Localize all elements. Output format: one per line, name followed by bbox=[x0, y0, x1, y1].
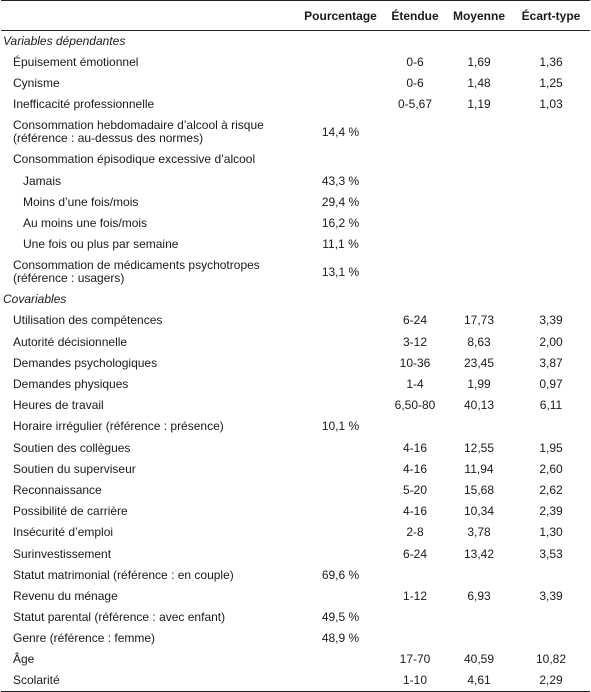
cell-etendue bbox=[384, 565, 446, 586]
cell-pourcentage: 49,5 % bbox=[321, 610, 360, 625]
table-header bbox=[1, 1, 590, 31]
row-label-text: Consommation hebdomadaire d’alcool à risque bbox=[13, 118, 264, 133]
row-label bbox=[1, 94, 297, 115]
table-row bbox=[1, 94, 590, 115]
cell-ecart-type: 6,11 bbox=[539, 398, 563, 413]
table-row bbox=[1, 332, 590, 353]
cell-pourcentage bbox=[297, 586, 384, 607]
table-row bbox=[1, 52, 590, 73]
cell-ecart-type: 2,29 bbox=[512, 671, 590, 692]
row-label bbox=[1, 565, 297, 586]
table-row bbox=[1, 374, 590, 395]
cell-ecart-type bbox=[512, 213, 590, 234]
cell-pourcentage bbox=[297, 149, 384, 170]
cell-etendue bbox=[384, 607, 446, 628]
row-label-text: Épuisement émotionnel bbox=[13, 54, 139, 69]
table-row bbox=[1, 459, 590, 480]
row-label-text: Demandes psychologiques bbox=[13, 355, 158, 370]
row-label bbox=[1, 52, 297, 73]
row-label-text: Horaire irrégulier (référence : présence) bbox=[13, 419, 224, 434]
row-label-text: Une fois ou plus par semaine bbox=[23, 237, 179, 252]
row-label bbox=[1, 671, 297, 692]
row-label bbox=[1, 115, 297, 149]
cell-moyenne: 1,48 bbox=[467, 75, 491, 90]
table-row bbox=[1, 192, 590, 213]
cell-pourcentage: 29,4 % bbox=[321, 194, 360, 209]
row-label bbox=[1, 649, 297, 670]
row-label-text: Moins d’une fois/mois bbox=[23, 194, 139, 209]
row-label-text: Genre (référence : femme) bbox=[13, 631, 156, 646]
cell-moyenne bbox=[446, 565, 512, 586]
table-row bbox=[1, 649, 590, 670]
cell-moyenne bbox=[446, 170, 512, 191]
cell-moyenne: 15,68 bbox=[463, 482, 495, 497]
row-label-text: Jamais bbox=[23, 173, 62, 188]
cell-ecart-type: 1,36 bbox=[539, 54, 563, 69]
cell-pourcentage: 10,1 % bbox=[321, 419, 360, 434]
cell-ecart-type: 1,95 bbox=[539, 440, 563, 455]
row-label bbox=[1, 459, 297, 480]
row-label-text: Autorité décisionnelle bbox=[13, 334, 128, 349]
row-label bbox=[1, 213, 297, 234]
table-row bbox=[1, 310, 590, 331]
table-row bbox=[1, 170, 590, 191]
cell-etendue bbox=[384, 213, 446, 234]
cell-etendue bbox=[384, 170, 446, 191]
cell-ecart-type bbox=[512, 170, 590, 191]
row-label bbox=[1, 353, 297, 374]
row-label-text: Cynisme bbox=[13, 75, 60, 90]
cell-pourcentage: 43,3 % bbox=[321, 173, 360, 188]
cell-pourcentage bbox=[297, 395, 384, 416]
cell-moyenne: 1,19 bbox=[467, 97, 491, 112]
row-label-text: Revenu du ménage bbox=[13, 588, 118, 603]
cell-pourcentage: 11,1 % bbox=[322, 237, 359, 252]
cell-ecart-type: 0,97 bbox=[539, 377, 563, 392]
row-label bbox=[1, 332, 297, 353]
cell-ecart-type: 2,62 bbox=[539, 482, 563, 497]
row-label bbox=[1, 149, 297, 170]
cell-pourcentage bbox=[297, 522, 384, 543]
row-label-text: Scolarité bbox=[13, 673, 60, 688]
cell-moyenne bbox=[446, 234, 512, 255]
cell-etendue bbox=[384, 115, 446, 149]
header-row bbox=[1, 1, 590, 31]
row-label bbox=[1, 310, 297, 331]
cell-etendue: 1-12 bbox=[402, 588, 428, 603]
row-label bbox=[1, 234, 297, 255]
cell-pourcentage: 48,9 % bbox=[321, 631, 360, 646]
cell-etendue bbox=[384, 192, 446, 213]
row-label bbox=[1, 395, 297, 416]
row-label-text: Surinvestissement bbox=[13, 546, 112, 561]
header-etendue: Étendue bbox=[391, 8, 439, 23]
table-row bbox=[1, 522, 590, 543]
cell-pourcentage bbox=[297, 374, 384, 395]
row-label bbox=[1, 522, 297, 543]
cell-pourcentage bbox=[297, 671, 384, 692]
cell-pourcentage: 13,1 % bbox=[321, 264, 360, 279]
table-body bbox=[1, 31, 590, 692]
cell-etendue bbox=[384, 149, 446, 170]
table-row bbox=[1, 543, 590, 564]
header-label bbox=[1, 1, 297, 31]
cell-etendue: 10-36 bbox=[399, 355, 431, 370]
row-label bbox=[1, 416, 297, 437]
cell-ecart-type: 3,39 bbox=[539, 313, 563, 328]
cell-moyenne: 8,63 bbox=[467, 334, 491, 349]
cell-ecart-type bbox=[512, 255, 590, 289]
cell-pourcentage bbox=[297, 459, 384, 480]
row-label-text: Demandes physiques bbox=[13, 377, 129, 392]
table-row bbox=[1, 395, 590, 416]
cell-etendue: 2-8 bbox=[406, 525, 424, 540]
row-label bbox=[1, 192, 297, 213]
cell-ecart-type: 2,39 bbox=[539, 504, 563, 519]
cell-moyenne: 10,34 bbox=[463, 504, 495, 519]
cell-pourcentage bbox=[297, 501, 384, 522]
cell-moyenne: 40,13 bbox=[463, 398, 495, 413]
cell-etendue: 0-6 bbox=[406, 54, 424, 69]
table-row bbox=[1, 607, 590, 628]
row-label-text: Insécurité d’emploi bbox=[13, 525, 114, 540]
table-row bbox=[1, 115, 590, 149]
cell-moyenne bbox=[446, 115, 512, 149]
row-label bbox=[1, 438, 297, 459]
section-label: Covariables bbox=[3, 292, 67, 307]
cell-moyenne: 13,42 bbox=[463, 546, 495, 561]
cell-etendue bbox=[384, 416, 446, 437]
cell-ecart-type: 2,60 bbox=[539, 461, 563, 476]
cell-etendue: 4-16 bbox=[402, 504, 428, 519]
row-label bbox=[1, 255, 297, 289]
table-row bbox=[1, 671, 590, 692]
cell-etendue: 1-10 bbox=[384, 671, 446, 692]
row-label bbox=[1, 543, 297, 564]
cell-moyenne: 11,94 bbox=[464, 461, 494, 476]
cell-moyenne bbox=[446, 192, 512, 213]
row-label-text: Inefficacité professionnelle bbox=[13, 97, 155, 112]
cell-etendue bbox=[384, 255, 446, 289]
cell-etendue: 4-16 bbox=[402, 440, 428, 455]
header-moyenne: Moyenne bbox=[452, 8, 505, 23]
cell-ecart-type: 2,00 bbox=[539, 334, 563, 349]
cell-pourcentage bbox=[297, 480, 384, 501]
cell-ecart-type: 1,30 bbox=[539, 525, 563, 540]
row-label-reference: (référence : usagers) bbox=[13, 271, 125, 286]
row-label bbox=[1, 480, 297, 501]
cell-ecart-type: 10,82 bbox=[535, 652, 567, 667]
cell-ecart-type: 1,03 bbox=[539, 97, 563, 112]
cell-moyenne bbox=[446, 149, 512, 170]
cell-ecart-type: 3,87 bbox=[539, 355, 563, 370]
cell-pourcentage bbox=[297, 543, 384, 564]
row-label-text: Possibilité de carrière bbox=[13, 504, 128, 519]
row-label bbox=[1, 586, 297, 607]
cell-pourcentage bbox=[297, 94, 384, 115]
cell-pourcentage: 16,2 % bbox=[321, 215, 360, 230]
row-label bbox=[1, 501, 297, 522]
row-label bbox=[1, 628, 297, 649]
table-row bbox=[1, 586, 590, 607]
cell-ecart-type bbox=[512, 607, 590, 628]
row-label-text: Au moins une fois/mois bbox=[23, 215, 148, 230]
cell-moyenne: 1,99 bbox=[467, 377, 491, 392]
row-label-text: Consommation épisodique excessive d’alcool bbox=[13, 152, 256, 167]
cell-ecart-type bbox=[512, 192, 590, 213]
cell-etendue bbox=[384, 628, 446, 649]
header-pourcentage: Pourcentage bbox=[304, 8, 377, 23]
row-label-text: Âge bbox=[13, 652, 35, 667]
table-row bbox=[1, 416, 590, 437]
row-label-text: Reconnaissance bbox=[13, 482, 102, 497]
cell-ecart-type bbox=[512, 149, 590, 170]
table-row bbox=[1, 234, 590, 255]
section-label: Variables dépendantes bbox=[3, 33, 126, 48]
cell-moyenne: 6,93 bbox=[467, 588, 491, 603]
section-row bbox=[1, 31, 590, 52]
cell-moyenne bbox=[446, 416, 512, 437]
row-label-text: Heures de travail bbox=[13, 398, 104, 413]
cell-etendue: 6,50-80 bbox=[394, 398, 436, 413]
table-row bbox=[1, 565, 590, 586]
cell-pourcentage: 69,6 % bbox=[321, 567, 360, 582]
row-label-text: Soutien des collègues bbox=[13, 440, 131, 455]
row-label-text: Statut parental (référence : avec enfant) bbox=[13, 610, 226, 625]
cell-moyenne: 40,59 bbox=[463, 652, 495, 667]
table-row bbox=[1, 213, 590, 234]
row-label bbox=[1, 374, 297, 395]
cell-moyenne: 4,61 bbox=[446, 671, 512, 692]
cell-etendue: 0-5,67 bbox=[397, 97, 433, 112]
row-label bbox=[1, 607, 297, 628]
cell-etendue: 0-6 bbox=[406, 75, 424, 90]
cell-ecart-type bbox=[512, 234, 590, 255]
cell-pourcentage bbox=[297, 332, 384, 353]
row-label-text: Utilisation des compétences bbox=[13, 313, 163, 328]
table-row bbox=[1, 353, 590, 374]
cell-etendue: 6-24 bbox=[402, 313, 428, 328]
cell-pourcentage bbox=[297, 73, 384, 94]
row-label-reference: (référence : au-dessus des normes) bbox=[13, 131, 204, 146]
cell-ecart-type bbox=[512, 628, 590, 649]
section-row bbox=[1, 289, 590, 310]
table-row bbox=[1, 438, 590, 459]
cell-pourcentage bbox=[297, 310, 384, 331]
cell-moyenne: 1,69 bbox=[467, 54, 491, 69]
cell-etendue: 5-20 bbox=[402, 482, 428, 497]
cell-ecart-type: 3,53 bbox=[539, 546, 563, 561]
cell-ecart-type bbox=[512, 565, 590, 586]
cell-etendue: 6-24 bbox=[402, 546, 428, 561]
table-row bbox=[1, 628, 590, 649]
cell-ecart-type: 1,25 bbox=[539, 75, 563, 90]
cell-moyenne bbox=[446, 213, 512, 234]
cell-moyenne: 17,73 bbox=[463, 313, 495, 328]
row-label-text: Soutien du superviseur bbox=[13, 461, 136, 476]
cell-pourcentage bbox=[297, 52, 384, 73]
row-label-text: Statut matrimonial (référence : en couple) bbox=[13, 567, 234, 582]
table-row bbox=[1, 149, 590, 170]
descriptive-statistics-table bbox=[1, 0, 590, 692]
cell-etendue: 4-16 bbox=[402, 461, 428, 476]
cell-ecart-type: 3,39 bbox=[539, 588, 563, 603]
cell-pourcentage bbox=[297, 353, 384, 374]
table-row bbox=[1, 501, 590, 522]
cell-moyenne bbox=[446, 607, 512, 628]
cell-moyenne: 23,45 bbox=[463, 355, 495, 370]
cell-ecart-type bbox=[512, 115, 590, 149]
table-row bbox=[1, 480, 590, 501]
cell-pourcentage bbox=[297, 438, 384, 459]
cell-etendue: 3-12 bbox=[402, 334, 428, 349]
table-row bbox=[1, 73, 590, 94]
cell-pourcentage bbox=[297, 649, 384, 670]
table-row bbox=[1, 255, 590, 289]
cell-etendue bbox=[384, 234, 446, 255]
header-ecart-type: Écart-type bbox=[521, 8, 581, 23]
cell-moyenne: 3,78 bbox=[467, 525, 491, 540]
cell-moyenne bbox=[446, 628, 512, 649]
row-label-text: Consommation de médicaments psychotropes bbox=[13, 258, 260, 273]
cell-pourcentage: 14,4 % bbox=[321, 124, 360, 139]
cell-ecart-type bbox=[512, 416, 590, 437]
cell-moyenne: 12,55 bbox=[463, 440, 495, 455]
cell-etendue: 1-4 bbox=[406, 377, 424, 392]
row-label bbox=[1, 170, 297, 191]
row-label bbox=[1, 73, 297, 94]
cell-etendue: 17-70 bbox=[399, 652, 431, 667]
cell-moyenne bbox=[446, 255, 512, 289]
